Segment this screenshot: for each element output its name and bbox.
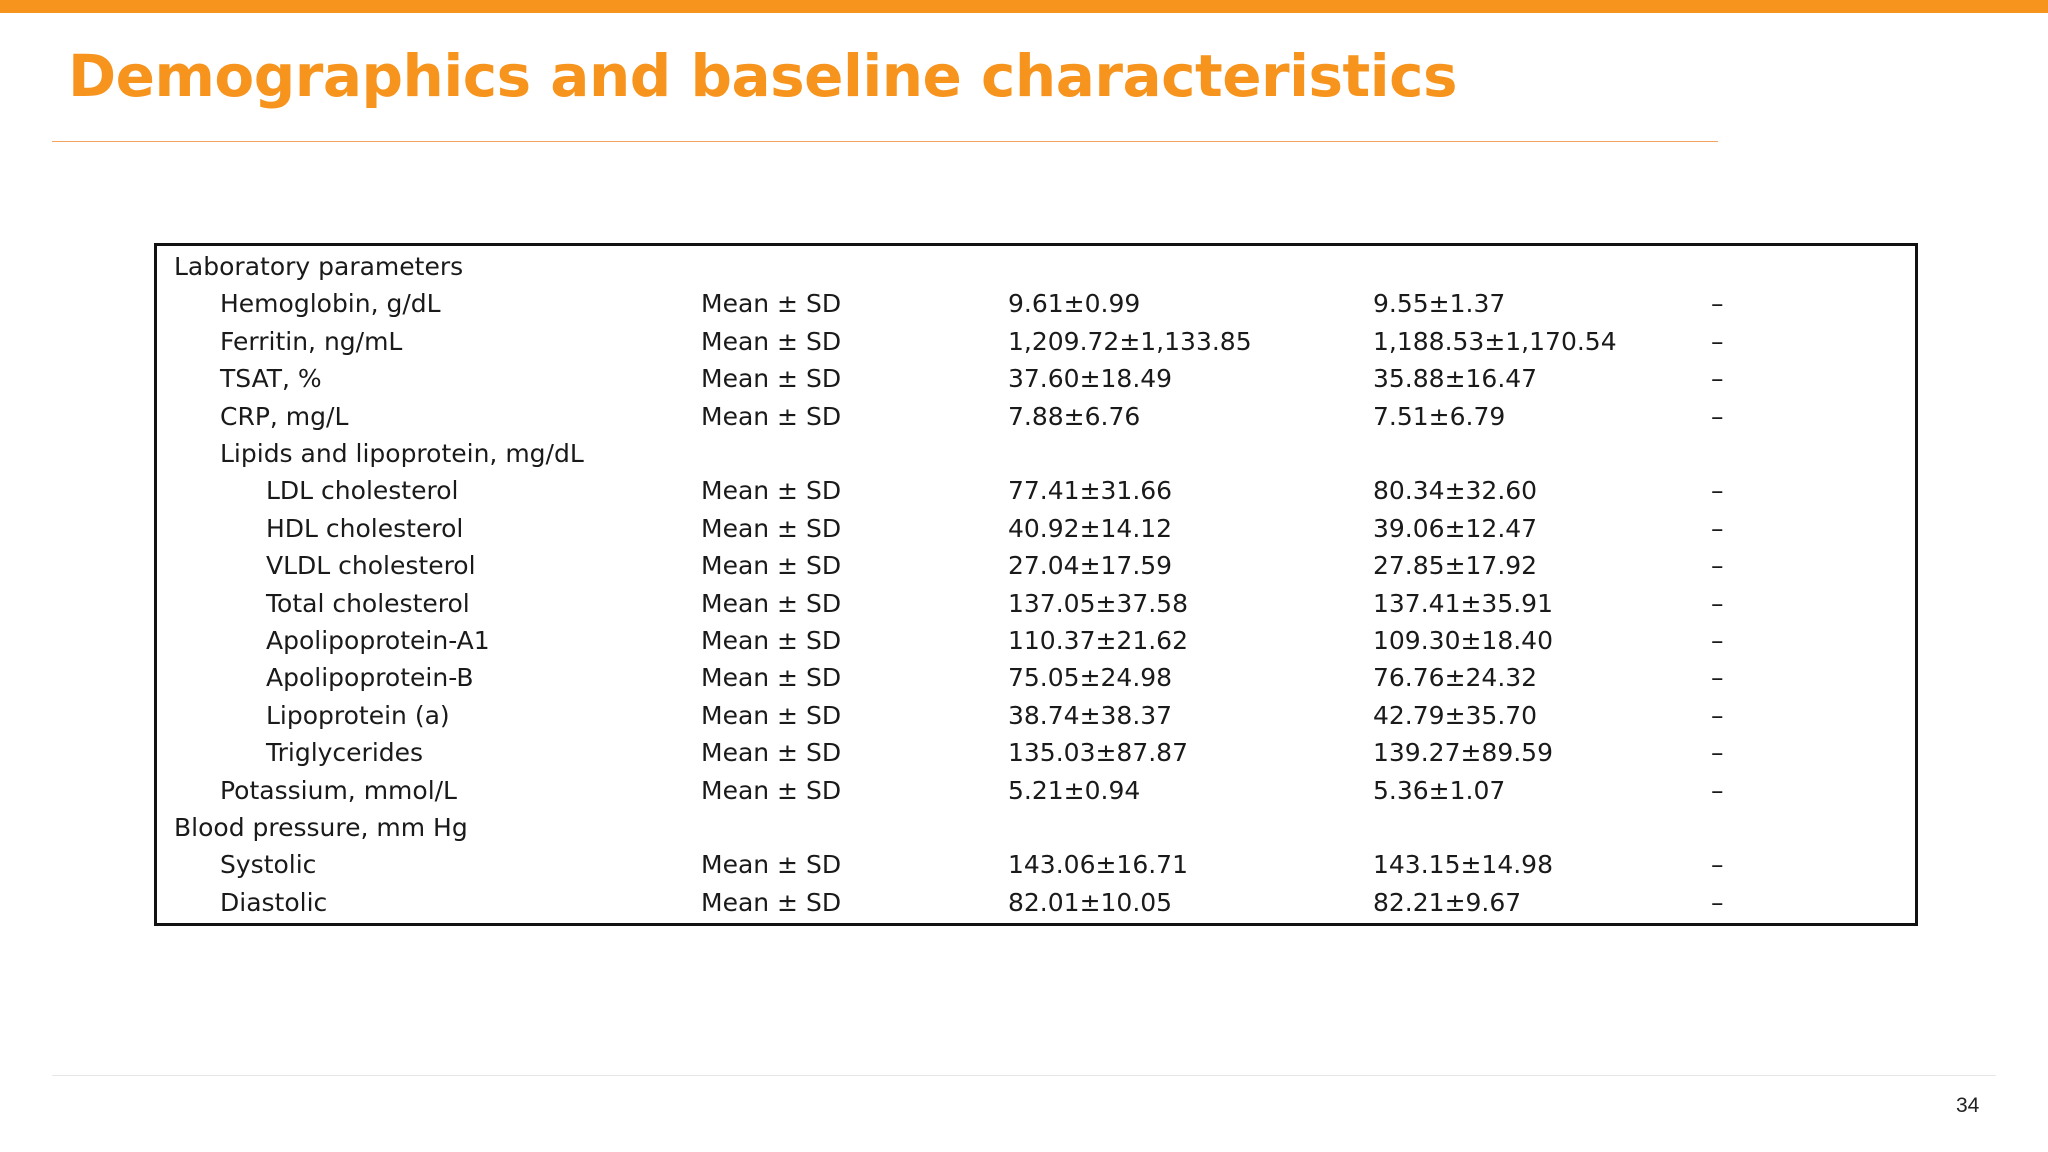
row-statistic: Mean ± SD — [701, 551, 842, 581]
row-group2-value: 5.36±1.07 — [1373, 775, 1506, 805]
row-group2-value: 27.85±17.92 — [1373, 551, 1538, 581]
table-row — [157, 323, 1915, 360]
table-row — [157, 809, 1915, 846]
row-group1-value: 7.88±6.76 — [1008, 401, 1141, 431]
table-row — [157, 772, 1915, 809]
row-statistic: Mean ± SD — [701, 289, 842, 319]
top-accent-bar — [0, 0, 2048, 13]
row-group2-value: 42.79±35.70 — [1373, 700, 1538, 730]
row-label: Laboratory parameters — [174, 252, 464, 281]
row-statistic: Mean ± SD — [701, 775, 842, 805]
table-row — [157, 884, 1915, 921]
table-row — [157, 285, 1915, 322]
table-row — [157, 398, 1915, 435]
table-row — [157, 360, 1915, 397]
row-group2-value: 9.55±1.37 — [1373, 289, 1506, 319]
footer-divider — [52, 1075, 1996, 1076]
row-statistic: Mean ± SD — [701, 401, 842, 431]
row-group2-value: 80.34±32.60 — [1373, 476, 1538, 506]
row-group1-value: 110.37±21.62 — [1008, 626, 1188, 655]
slide-title: Demographics and baseline characteristics — [68, 42, 1458, 110]
row-label: Hemoglobin, g/dL — [220, 289, 441, 319]
row-label: HDL cholesterol — [266, 513, 464, 543]
row-p-value: – — [1711, 850, 1724, 880]
row-label: VLDL cholesterol — [266, 551, 476, 581]
row-label: CRP, mg/L — [220, 401, 349, 431]
row-statistic: Mean ± SD — [701, 626, 842, 655]
row-p-value: – — [1711, 551, 1724, 581]
row-group2-value: 139.27±89.59 — [1373, 738, 1553, 768]
row-statistic: Mean ± SD — [701, 663, 842, 693]
row-statistic: Mean ± SD — [701, 513, 842, 543]
row-group2-value: 76.76±24.32 — [1373, 663, 1538, 693]
row-p-value: – — [1711, 887, 1724, 917]
row-label: Apolipoprotein-B — [266, 663, 474, 693]
row-group1-value: 27.04±17.59 — [1008, 551, 1173, 581]
row-group2-value: 109.30±18.40 — [1373, 626, 1553, 655]
row-p-value: – — [1711, 326, 1724, 356]
table-row — [157, 622, 1915, 659]
table-row — [157, 547, 1915, 584]
row-label: TSAT, % — [220, 364, 322, 394]
table-row — [157, 435, 1915, 472]
title-divider — [52, 141, 1718, 142]
row-p-value: – — [1711, 663, 1724, 693]
row-group2-value: 7.51±6.79 — [1373, 401, 1506, 431]
row-label: Systolic — [220, 850, 317, 880]
row-group2-value: 39.06±12.47 — [1373, 513, 1538, 543]
row-statistic: Mean ± SD — [701, 326, 842, 356]
row-group1-value: 5.21±0.94 — [1008, 775, 1141, 805]
row-statistic: Mean ± SD — [701, 700, 842, 730]
table-row — [157, 697, 1915, 734]
table-row — [157, 846, 1915, 883]
row-p-value: – — [1711, 289, 1724, 319]
row-statistic: Mean ± SD — [701, 738, 842, 768]
row-label: Apolipoprotein-A1 — [266, 626, 490, 655]
table-row — [157, 659, 1915, 696]
row-label: Ferritin, ng/mL — [220, 326, 403, 356]
table-row — [157, 510, 1915, 547]
table-row — [157, 248, 1915, 285]
row-statistic: Mean ± SD — [701, 476, 842, 506]
table-row — [157, 585, 1915, 622]
row-p-value: – — [1711, 476, 1724, 506]
row-group1-value: 137.05±37.58 — [1008, 588, 1188, 618]
row-label: LDL cholesterol — [266, 476, 459, 506]
row-label: Blood pressure, mm Hg — [174, 813, 468, 842]
row-p-value: – — [1711, 513, 1724, 543]
page-number: 34 — [1956, 1094, 1980, 1117]
row-group1-value: 82.01±10.05 — [1008, 887, 1173, 917]
row-label: Total cholesterol — [266, 588, 470, 618]
row-label: Lipoprotein (a) — [266, 700, 450, 730]
row-p-value: – — [1711, 700, 1724, 730]
row-p-value: – — [1711, 401, 1724, 431]
row-group1-value: 9.61±0.99 — [1008, 289, 1141, 319]
row-statistic: Mean ± SD — [701, 588, 842, 618]
table-row — [157, 734, 1915, 771]
row-group2-value: 82.21±9.67 — [1373, 887, 1522, 917]
row-p-value: – — [1711, 588, 1724, 618]
row-group2-value: 1,188.53±1,170.54 — [1373, 326, 1617, 356]
row-group1-value: 143.06±16.71 — [1008, 850, 1188, 880]
row-p-value: – — [1711, 364, 1724, 394]
row-label: Diastolic — [220, 887, 328, 917]
row-group1-value: 40.92±14.12 — [1008, 513, 1173, 543]
row-group1-value: 38.74±38.37 — [1008, 700, 1173, 730]
row-p-value: – — [1711, 775, 1724, 805]
row-group1-value: 135.03±87.87 — [1008, 738, 1188, 768]
row-group1-value: 37.60±18.49 — [1008, 364, 1173, 394]
row-label: Potassium, mmol/L — [220, 775, 457, 805]
row-statistic: Mean ± SD — [701, 850, 842, 880]
row-p-value: – — [1711, 738, 1724, 768]
row-p-value: – — [1711, 626, 1724, 655]
baseline-table — [154, 243, 1918, 926]
row-group1-value: 75.05±24.98 — [1008, 663, 1173, 693]
row-label: Triglycerides — [266, 738, 424, 768]
row-group2-value: 143.15±14.98 — [1373, 850, 1553, 880]
row-group1-value: 1,209.72±1,133.85 — [1008, 326, 1252, 356]
row-group2-value: 137.41±35.91 — [1373, 588, 1553, 618]
row-group2-value: 35.88±16.47 — [1373, 364, 1538, 394]
row-statistic: Mean ± SD — [701, 887, 842, 917]
row-group1-value: 77.41±31.66 — [1008, 476, 1173, 506]
table-row — [157, 472, 1915, 509]
row-label: Lipids and lipoprotein, mg/dL — [220, 439, 584, 468]
row-statistic: Mean ± SD — [701, 364, 842, 394]
